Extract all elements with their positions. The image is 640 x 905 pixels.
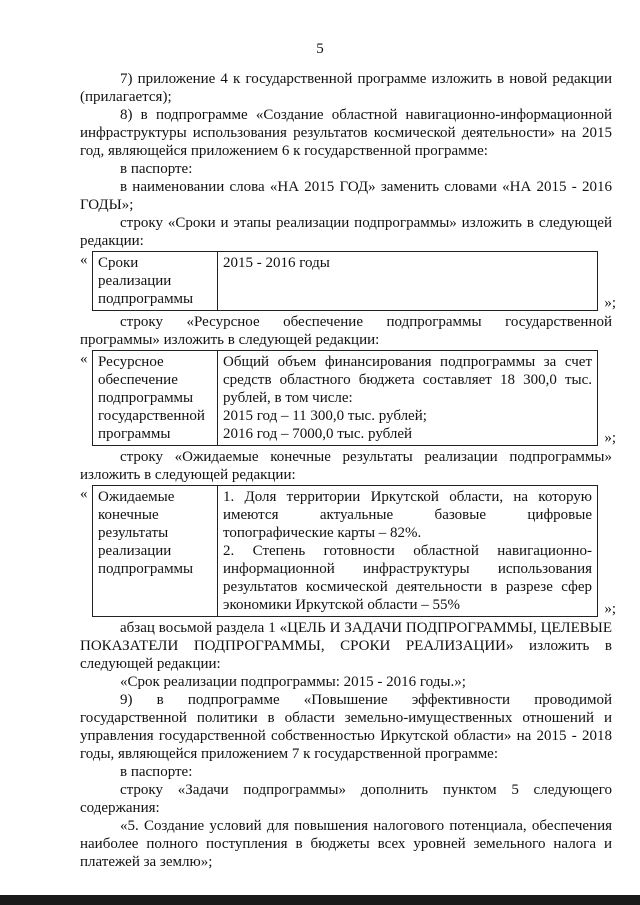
paragraph: в наименовании слова «НА 2015 ГОД» заменить словами «НА 2015 - 2016 ГОДЫ»; — [80, 179, 612, 213]
paragraph: 8) в подпрограмме «Создание областной навигационно-информационной инфраструктуры использования результатов космической деятельности» на 2015 год, являющейся приложением 6 к государственной программе: — [80, 107, 612, 159]
paragraph: 7) приложение 4 к государственной программе изложить в новой редакции (прилагается); — [80, 71, 612, 105]
table-value-line: 1. Доля территории Иркутской области, на которую имеются актуальные базовые цифровые топографические карты – 82%. — [223, 489, 592, 541]
paragraph: строку «Ожидаемые конечные результаты реализации подпрограммы» изложить в следующей редакции: — [80, 449, 612, 483]
paragraph: «Срок реализации подпрограммы: 2015 - 2016 годы.»; — [120, 674, 466, 690]
scan-edge-bar — [0, 895, 640, 905]
table-value-cell — [218, 351, 598, 446]
passport-table-terms — [92, 251, 598, 311]
quote-close-mark: »; — [604, 601, 616, 617]
paragraph: «5. Создание условий для повышения налогового потенциала, обеспечения наиболее полного поступления в бюджеты всех уровней земельного налога и платежей за землю»; — [80, 818, 612, 870]
table-label-cell: Сроки реализации подпрограммы — [93, 252, 218, 311]
paragraph: строку «Задачи подпрограммы» дополнить пунктом 5 следующего содержания: — [80, 782, 612, 816]
quote-close-mark: »; — [604, 430, 616, 446]
table-value-line: 2016 год – 7000,0 тыс. рублей — [223, 426, 413, 442]
page-number: 5 — [316, 41, 324, 57]
paragraph: в паспорте: — [120, 161, 193, 177]
quote-open-mark: « — [80, 351, 88, 367]
quoted-table-block — [80, 251, 616, 311]
quote-open-mark: « — [80, 252, 88, 268]
table-value-line: Общий объем финансирования подпрограммы за счет средств областного бюджета составляет 18 300,0 тыс. рублей, в том числе: — [223, 354, 592, 406]
paragraph: строку «Ресурсное обеспечение подпрограммы государственной программы» изложить в следующей редакции: — [80, 314, 612, 348]
quoted-table-block — [80, 485, 616, 617]
passport-table-results — [92, 485, 598, 617]
table-value-cell: 2015 - 2016 годы — [218, 252, 598, 311]
passport-table-funding — [92, 350, 598, 446]
table-label-cell: Ресурсное обеспечение подпрограммы государственной программы — [93, 351, 218, 446]
quote-close-mark: »; — [604, 295, 616, 311]
quoted-table-block — [80, 350, 616, 446]
quote-open-mark: « — [80, 486, 88, 502]
table-value-line: 2015 год – 11 300,0 тыс. рублей; — [223, 408, 427, 424]
table-row — [93, 252, 598, 311]
paragraph: в паспорте: — [120, 764, 193, 780]
table-value-line: 2. Степень готовности областной навигационно-информационной инфраструктуры использования результатов космической деятельности в разрезе сфер экономики Иркутской области – 55% — [223, 543, 592, 613]
paragraph: абзац восьмой раздела 1 «ЦЕЛЬ И ЗАДАЧИ ПОДПРОГРАММЫ, ЦЕЛЕВЫЕ ПОКАЗАТЕЛИ ПОДПРОГРАММЫ, СРОКИ РЕАЛИЗАЦИИ» изложить в следующей редакции: — [80, 620, 612, 672]
table-row — [93, 351, 598, 446]
table-value-cell — [218, 486, 598, 617]
table-label-cell: Ожидаемые конечные результаты реализации подпрограммы — [93, 486, 218, 617]
paragraph: 9) в подпрограмме «Повышение эффективности проводимой государственной политики в области земельно-имущественных отношений и управления государственной собственностью Иркутской области» на 2015 - 2018 годы, являющейся приложением 7 к государственной программе: — [80, 692, 612, 762]
document-body — [80, 70, 616, 871]
table-row — [93, 486, 598, 617]
paragraph: строку «Сроки и этапы реализации подпрограммы» изложить в следующей редакции: — [80, 215, 612, 249]
